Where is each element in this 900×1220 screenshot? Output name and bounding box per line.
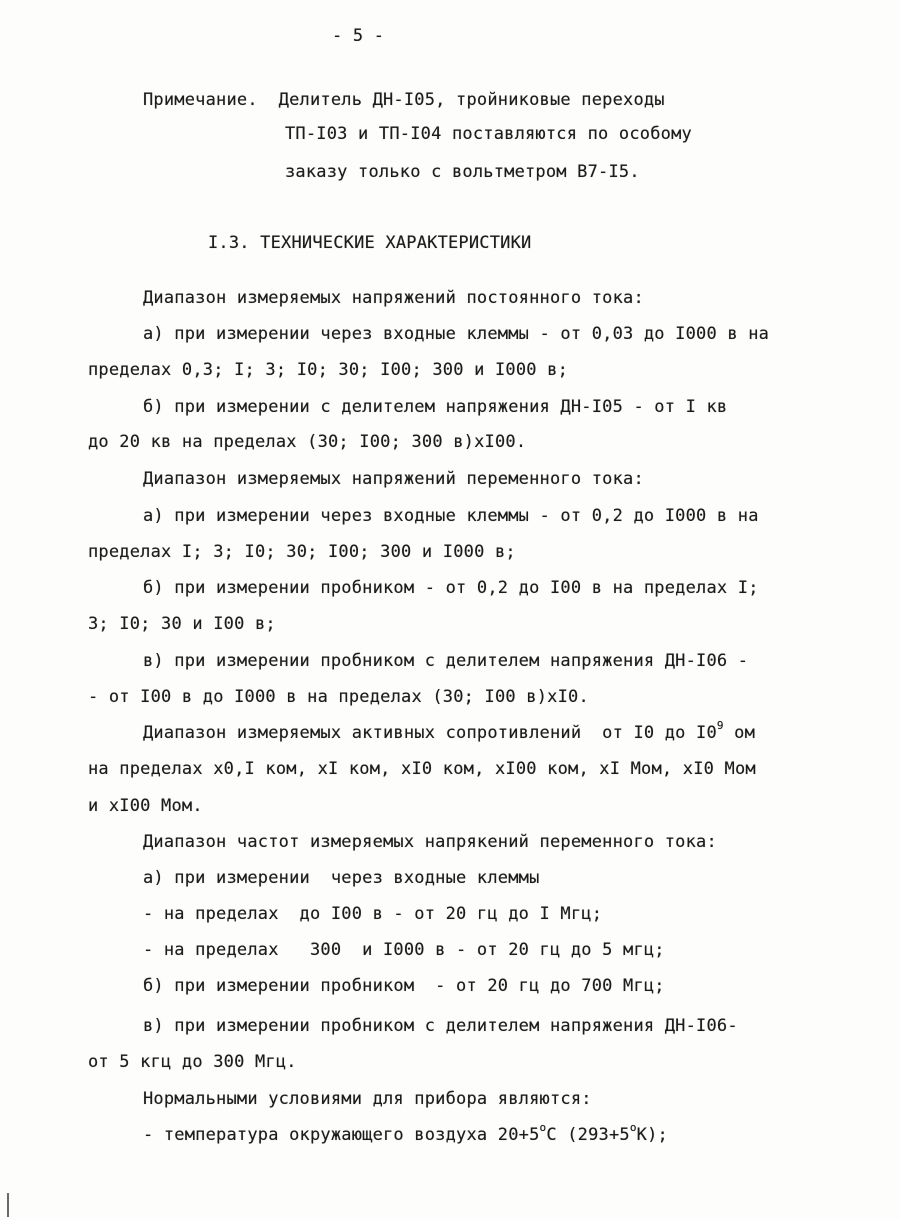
scan-edge-mark [7, 1193, 9, 1217]
body-line: б) при измерении пробником - от 20 гц до 700 Мгц; [143, 976, 665, 996]
temperature-text: С (293+5 [546, 1125, 630, 1145]
body-line: - на пределах до I00 в - от 20 гц до I Мгц; [143, 904, 603, 924]
note-line-1: Примечание. Делитель ДН-I05, тройниковые переходы [143, 90, 665, 110]
body-line: Нормальными условиями для прибора являются: [143, 1089, 592, 1109]
degree-superscript: о [629, 1121, 637, 1135]
page-number: - 5 - [332, 26, 385, 46]
body-line: а) при измерении через входные клеммы [143, 868, 540, 888]
body-line: пределах 0,3; I; 3; I0; 30; I00; 300 и I000 в; [88, 360, 569, 380]
note-line-3: заказу только с вольтметром В7-I5. [285, 162, 640, 182]
body-line: в) при измерении пробником с делителем напряжения ДН-I06- [143, 1016, 738, 1036]
temperature-text: - температура окружающего воздуха 20+5 [143, 1125, 540, 1145]
body-line: 3; I0; 30 и I00 в; [88, 614, 276, 634]
body-line: б) при измерении пробником - от 0,2 до I00 в на пределах I; [143, 578, 759, 598]
body-line: и хI00 Мом. [88, 796, 203, 816]
temperature-line [143, 1121, 668, 1146]
exponent-superscript: 9 [716, 719, 724, 733]
temperature-text: К); [636, 1125, 668, 1145]
body-line: Диапазон частот измеряемых напрякений переменного тока: [143, 832, 717, 852]
body-line: а) при измерении через входные клеммы - от 0,03 до I000 в на [143, 324, 770, 344]
body-line: - на пределах 300 и I000 в - от 20 гц до 5 мгц; [143, 940, 665, 960]
body-line: - от I00 в до I000 в на пределах (30; I00 в)хI0. [88, 687, 589, 707]
body-line: Диапазон измеряемых напряжений переменного тока: [143, 469, 644, 489]
body-line: на пределах х0,I ком, хI ком, хI0 ком, хI00 ком, хI Мом, хI0 Мом [88, 759, 756, 779]
body-line: а) при измерении через входные клеммы - от 0,2 до I000 в на [143, 506, 759, 526]
section-title: I.3. ТЕХНИЧЕСКИЕ ХАРАКТЕРИСТИКИ [208, 233, 532, 253]
body-line-with-superscript [143, 719, 756, 744]
body-line: до 20 кв на пределах (30; I00; 300 в)хI00. [88, 432, 527, 452]
body-line: в) при измерении пробником с делителем напряжения ДН-I06 - [143, 651, 749, 671]
note-line-2: ТП-I03 и ТП-I04 поставляются по особому [285, 124, 692, 144]
body-line: пределах I; 3; I0; 30; I00; 300 и I000 в; [88, 542, 516, 562]
body-line-text: Диапазон измеряемых активных сопротивлений от I0 до I0 [143, 723, 717, 743]
body-line: от 5 кгц до 300 Мгц. [88, 1052, 297, 1072]
body-line: б) при измерении с делителем напряжения ДН-I05 - от I кв [143, 397, 728, 417]
degree-superscript: о [539, 1121, 547, 1135]
unit-text: ом [723, 723, 756, 743]
body-line: Диапазон измеряемых напряжений постоянного тока: [143, 288, 644, 308]
